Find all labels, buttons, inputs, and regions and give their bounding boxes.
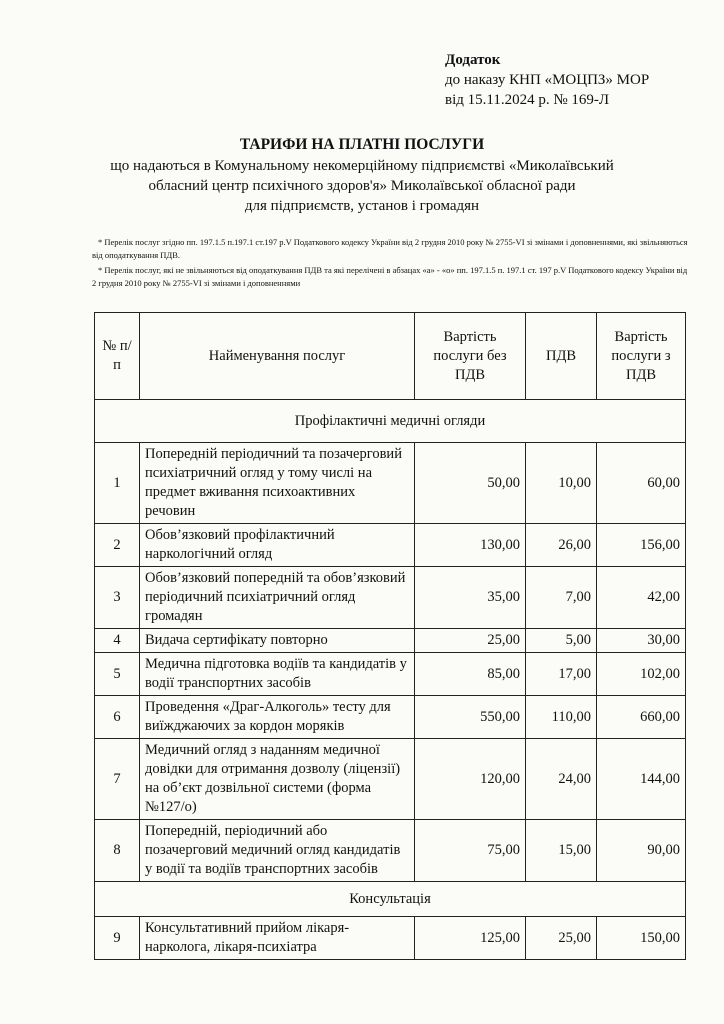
price-with-vat: 150,00 — [597, 917, 686, 960]
price-with-vat: 102,00 — [597, 653, 686, 696]
table-row — [95, 696, 686, 739]
vat-amount: 7,00 — [526, 567, 597, 629]
tariff-table — [94, 312, 686, 960]
table-row — [95, 567, 686, 629]
service-name: Проведення «Драг-Алкоголь» тесту для виїжджаючих за кордон моряків — [140, 696, 415, 739]
price-with-vat: 42,00 — [597, 567, 686, 629]
row-number: 5 — [95, 653, 140, 696]
footnotes — [92, 236, 692, 292]
section-row — [95, 882, 686, 917]
price-without-vat: 25,00 — [415, 629, 526, 653]
header-price-without-vat: Вартість послуги без ПДВ — [415, 313, 526, 400]
row-number: 3 — [95, 567, 140, 629]
price-without-vat: 130,00 — [415, 524, 526, 567]
row-number: 1 — [95, 443, 140, 524]
table-row — [95, 917, 686, 960]
section-title-preventive: Профілактичні медичні огляди — [95, 400, 686, 443]
header-service-name: Найменування послуг — [140, 313, 415, 400]
table-row — [95, 820, 686, 882]
table-row — [95, 629, 686, 653]
vat-amount: 15,00 — [526, 820, 597, 882]
row-number: 2 — [95, 524, 140, 567]
footnote-exempt: * Перелік послуг згідно пп. 197.1.5 п.197.1 ст.197 р.V Податкового кодексу України від 2 грудня 2010 року № 2755-VI зі змінами і доповненнями, які звільняються від оподаткування ПДВ. — [92, 237, 688, 260]
table-row — [95, 653, 686, 696]
vat-amount: 26,00 — [526, 524, 597, 567]
heading-line-1: що надаються в Комунальному некомерційному підприємстві «Миколаївський — [110, 158, 614, 174]
price-with-vat: 156,00 — [597, 524, 686, 567]
table-row — [95, 524, 686, 567]
header-vat: ПДВ — [526, 313, 597, 400]
addendum-date: від 15.11.2024 р. № 169-Л — [445, 92, 610, 108]
row-number: 9 — [95, 917, 140, 960]
service-name: Видача сертифікату повторно — [140, 629, 415, 653]
service-name: Обов’язковий профілактичний наркологічний огляд — [140, 524, 415, 567]
price-without-vat: 75,00 — [415, 820, 526, 882]
vat-amount: 17,00 — [526, 653, 597, 696]
price-without-vat: 120,00 — [415, 739, 526, 820]
price-without-vat: 50,00 — [415, 443, 526, 524]
price-with-vat: 60,00 — [597, 443, 686, 524]
heading-line-2: обласний центр психічного здоров'я» Миколаївської обласної ради — [148, 178, 576, 194]
service-name: Попередній періодичний та позачерговий психіатричний огляд у тому числі на предмет вживання психоактивних речовин — [140, 443, 415, 524]
service-name: Медичний огляд з наданням медичної довідки для отримання дозволу (ліцензії) на об’єкт дозвільної системи (форма №127/о) — [140, 739, 415, 820]
vat-amount: 24,00 — [526, 739, 597, 820]
addendum-order: до наказу КНП «МОЦПЗ» МОР — [445, 72, 650, 88]
header-number: № п/п — [95, 313, 140, 400]
vat-amount: 25,00 — [526, 917, 597, 960]
vat-amount: 10,00 — [526, 443, 597, 524]
section-title-consultation: Консультація — [95, 882, 686, 917]
table-header-row — [95, 313, 686, 400]
service-name: Обов’язковий попередній та обов’язковий періодичний психіатричний огляд громадян — [140, 567, 415, 629]
row-number: 7 — [95, 739, 140, 820]
price-with-vat: 660,00 — [597, 696, 686, 739]
price-without-vat: 35,00 — [415, 567, 526, 629]
price-with-vat: 90,00 — [597, 820, 686, 882]
service-name: Попередній, періодичний або позачерговий медичний огляд кандидатів у водії та водіїв транспортних засобів — [140, 820, 415, 882]
price-without-vat: 550,00 — [415, 696, 526, 739]
footnote-nonexempt: * Перелік послуг, які не звільняються від оподаткування ПДВ та які перелічені в абзацах «а» - «о» пп. 197.1.5 п. 197.1 ст. 197 р.V Податкового кодексу України від 2 грудня 2010 року № 2755-VI зі змінами і доповненнями — [92, 265, 688, 288]
row-number: 6 — [95, 696, 140, 739]
price-with-vat: 144,00 — [597, 739, 686, 820]
row-number: 8 — [95, 820, 140, 882]
addendum-block — [445, 50, 649, 110]
heading-line-3: для підприємств, установ і громадян — [244, 198, 480, 214]
document-title: ТАРИФИ НА ПЛАТНІ ПОСЛУГИ — [239, 136, 485, 153]
table-row — [95, 443, 686, 524]
row-number: 4 — [95, 629, 140, 653]
service-name: Медична підготовка водіїв та кандидатів у водії транспортних засобів — [140, 653, 415, 696]
vat-amount: 5,00 — [526, 629, 597, 653]
section-row — [95, 400, 686, 443]
service-name: Консультативний прийом лікаря-нарколога, лікаря-психіатра — [140, 917, 415, 960]
price-without-vat: 85,00 — [415, 653, 526, 696]
price-with-vat: 30,00 — [597, 629, 686, 653]
table-row — [95, 739, 686, 820]
vat-amount: 110,00 — [526, 696, 597, 739]
document-heading — [0, 135, 724, 216]
price-without-vat: 125,00 — [415, 917, 526, 960]
header-price-with-vat: Вартість послуги з ПДВ — [597, 313, 686, 400]
addendum-title: Додаток — [445, 52, 501, 68]
